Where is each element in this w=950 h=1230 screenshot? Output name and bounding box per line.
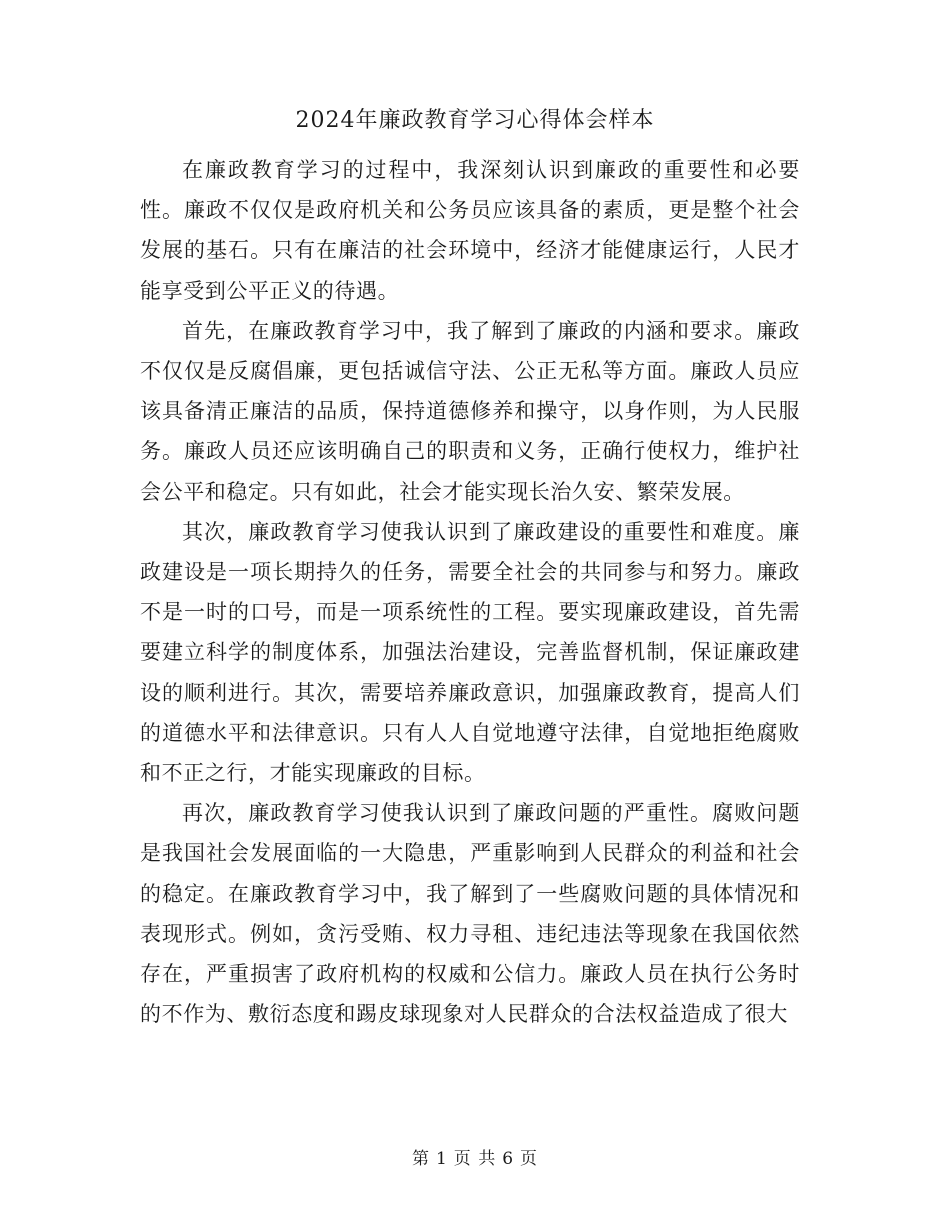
paragraph-4: 再次，廉政教育学习使我认识到了廉政问题的严重性。腐败问题是我国社会发展面临的一大隐患，严重影响到人民群众的利益和社会的稳定。在廉政教育学习中，我了解到了一些腐败问题的具体情况和表现形式。例如，贪污受贿、权力寻租、违纪违法等现象在我国依然存在，严重损害了政府机构的权威和公信力。廉政人员在执行公务时的不作为、敷衍态度和踢皮球现象对人民群众的合法权益造成了很大 — [140, 801, 800, 1027]
document-title: 2024年廉政教育学习心得体会样本 — [295, 108, 655, 133]
document-body — [140, 150, 800, 1034]
footer-suffix: 页 — [520, 1149, 539, 1169]
paragraph-3: 其次，廉政教育学习使我认识到了廉政建设的重要性和难度。廉政建设是一项长期持久的任务，需要全社会的共同参与和努力。廉政不是一时的口号，而是一项系统性的工程。要实现廉政建设，首先需要建立科学的制度体系，加强法治建设，完善监督机制，保证廉政建设的顺利进行。其次，需要培养廉政意识，加强廉政教育，提高人们的道德水平和法律意识。只有人人自觉地遵守法律，自觉地拒绝腐败和不正之行，才能实现廉政的目标。 — [140, 519, 800, 786]
page-footer — [0, 1146, 950, 1172]
paragraph-2: 首先，在廉政教育学习中，我了解到了廉政的内涵和要求。廉政不仅仅是反腐倡廉，更包括诚信守法、公正无私等方面。廉政人员应该具备清正廉洁的品质，保持道德修养和操守，以身作则，为人民服务。廉政人员还应该明确自己的职责和义务，正确行使权力，维护社会公平和稳定。只有如此，社会才能实现长治久安、繁荣发展。 — [140, 318, 800, 504]
footer-total-pages: 6 — [502, 1149, 515, 1169]
footer-page-number: 1 — [435, 1149, 448, 1169]
paragraph-1: 在廉政教育学习的过程中，我深刻认识到廉政的重要性和必要性。廉政不仅仅是政府机关和公务员应该具备的素质，更是整个社会发展的基石。只有在廉洁的社会环境中，经济才能健康运行，人民才能享受到公平正义的待遇。 — [140, 158, 800, 303]
footer-prefix: 第 — [411, 1149, 430, 1169]
footer-middle: 页 共 — [453, 1149, 497, 1169]
